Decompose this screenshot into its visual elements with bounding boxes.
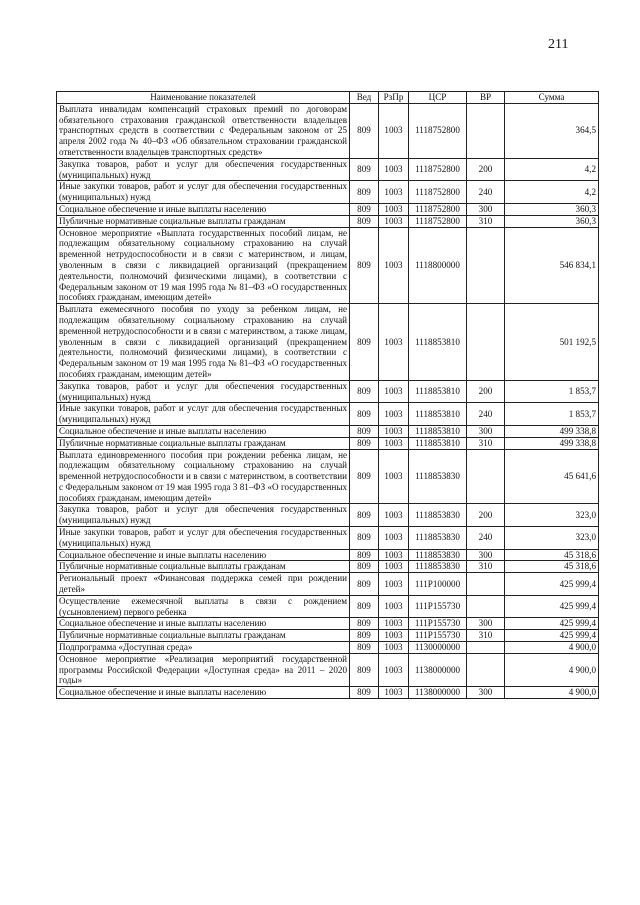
cell-csr: 1118752800: [409, 103, 467, 158]
cell-sum: 323,0: [505, 527, 599, 550]
cell-vr: [467, 304, 505, 381]
header-ved: Вед: [350, 92, 379, 104]
cell-rzpr: 1003: [379, 527, 409, 550]
table-row: [57, 527, 599, 550]
cell-vr: [467, 103, 505, 158]
header-rzpr: РзПр: [379, 92, 409, 104]
cell-csr: 1118853830: [409, 561, 467, 573]
cell-sum: 4,2: [505, 158, 599, 181]
cell-name: Подпрограмма «Доступная среда»: [57, 642, 350, 654]
cell-sum: 546 834,1: [505, 227, 599, 304]
cell-csr: 1118853830: [409, 504, 467, 527]
cell-vr: 200: [467, 380, 505, 403]
header-name: Наименование показателей: [57, 92, 350, 104]
table-row: [57, 380, 599, 403]
table-row: [57, 687, 599, 699]
cell-rzpr: 1003: [379, 618, 409, 630]
cell-vr: 240: [467, 403, 505, 426]
cell-ved: 809: [350, 449, 379, 504]
cell-csr: 1118752800: [409, 203, 467, 215]
cell-sum: 45 641,6: [505, 449, 599, 504]
table-row: [57, 215, 599, 227]
cell-csr: 1118752800: [409, 158, 467, 181]
cell-sum: 4 900,0: [505, 687, 599, 699]
cell-csr: 1118800000: [409, 227, 467, 304]
cell-name: Выплата единовременного пособия при рождении ребенка лицам, не подлежащим обязательному социальному страхованию на случай временной нетрудоспособности и в связи с материнством, в соответствии с Федеральным законом от 19 мая 1995 года 3 81–ФЗ «О государственных пособиях гражданам, имеющим детей»: [57, 449, 350, 504]
cell-sum: 425 999,4: [505, 595, 599, 618]
cell-vr: 300: [467, 687, 505, 699]
cell-name: Выплата ежемесячного пособия по уходу за ребенком лицам, не подлежащим обязательному социальному страхованию на случай временной нетрудоспособности и в связи с материнством, а также лицам, уволенным в связи с ликвидацией организаций (прекращением деятельности, полномочий физическими лицами), в соответствии с Федеральным законом от 19 мая 1995 года № 81–ФЗ «О государственных пособиях гражданам, имеющим детей»: [57, 304, 350, 381]
cell-ved: 809: [350, 304, 379, 381]
table-row: [57, 653, 599, 686]
cell-rzpr: 1003: [379, 437, 409, 449]
cell-csr: 1118853810: [409, 425, 467, 437]
budget-table: [56, 91, 599, 699]
cell-vr: [467, 449, 505, 504]
cell-ved: 809: [350, 425, 379, 437]
cell-vr: [467, 573, 505, 596]
cell-csr: 1138000000: [409, 653, 467, 686]
cell-rzpr: 1003: [379, 380, 409, 403]
table-row: [57, 549, 599, 561]
table-row: [57, 425, 599, 437]
cell-vr: 300: [467, 549, 505, 561]
cell-ved: 809: [350, 630, 379, 642]
cell-vr: 240: [467, 181, 505, 204]
table-row: [57, 595, 599, 618]
cell-csr: 1138000000: [409, 687, 467, 699]
cell-rzpr: 1003: [379, 181, 409, 204]
cell-sum: 45 318,6: [505, 561, 599, 573]
cell-name: Иные закупки товаров, работ и услуг для обеспечения государственных (муниципальных) нужд: [57, 403, 350, 426]
table-row: [57, 227, 599, 304]
table-header-row: [57, 92, 599, 104]
cell-ved: 809: [350, 504, 379, 527]
cell-sum: 323,0: [505, 504, 599, 527]
cell-rzpr: 1003: [379, 403, 409, 426]
cell-vr: 240: [467, 527, 505, 550]
cell-rzpr: 1003: [379, 549, 409, 561]
cell-csr: 1118853830: [409, 449, 467, 504]
cell-rzpr: 1003: [379, 215, 409, 227]
cell-ved: 809: [350, 653, 379, 686]
cell-name: Закупка товаров, работ и услуг для обеспечения государственных (муниципальных) нужд: [57, 504, 350, 527]
cell-vr: 300: [467, 203, 505, 215]
cell-ved: 809: [350, 227, 379, 304]
cell-name: Региональный проект «Финансовая поддержка семей при рождении детей»: [57, 573, 350, 596]
cell-vr: 310: [467, 630, 505, 642]
cell-ved: 809: [350, 561, 379, 573]
cell-name: Иные закупки товаров, работ и услуг для обеспечения государственных (муниципальных) нужд: [57, 527, 350, 550]
cell-csr: 111P155730: [409, 618, 467, 630]
cell-name: Иные закупки товаров, работ и услуг для обеспечения государственных (муниципальных) нужд: [57, 181, 350, 204]
cell-csr: 111P155730: [409, 595, 467, 618]
cell-csr: 1118853810: [409, 304, 467, 381]
table-row: [57, 561, 599, 573]
table-row: [57, 437, 599, 449]
cell-name: Социальное обеспечение и иные выплаты населению: [57, 687, 350, 699]
cell-vr: 300: [467, 425, 505, 437]
cell-csr: 111P100000: [409, 573, 467, 596]
cell-ved: 809: [350, 215, 379, 227]
cell-sum: 425 999,4: [505, 630, 599, 642]
cell-csr: 1118853830: [409, 549, 467, 561]
cell-vr: [467, 653, 505, 686]
cell-sum: 425 999,4: [505, 573, 599, 596]
cell-name: Публичные нормативные социальные выплаты гражданам: [57, 437, 350, 449]
cell-sum: 360,3: [505, 203, 599, 215]
cell-csr: 1118853810: [409, 380, 467, 403]
cell-vr: 200: [467, 504, 505, 527]
cell-vr: 310: [467, 437, 505, 449]
header-csr: ЦСР: [409, 92, 467, 104]
cell-ved: 809: [350, 618, 379, 630]
cell-sum: 364,5: [505, 103, 599, 158]
cell-sum: 4 900,0: [505, 653, 599, 686]
cell-vr: [467, 227, 505, 304]
cell-vr: 300: [467, 618, 505, 630]
cell-ved: 809: [350, 380, 379, 403]
cell-rzpr: 1003: [379, 653, 409, 686]
cell-vr: [467, 642, 505, 654]
cell-sum: 425 999,4: [505, 618, 599, 630]
cell-csr: 1118752800: [409, 181, 467, 204]
cell-sum: 499 338,8: [505, 437, 599, 449]
cell-rzpr: 1003: [379, 595, 409, 618]
table-row: [57, 158, 599, 181]
cell-csr: 1118752800: [409, 215, 467, 227]
table-row: [57, 618, 599, 630]
cell-sum: 4,2: [505, 181, 599, 204]
cell-csr: 111P155730: [409, 630, 467, 642]
cell-rzpr: 1003: [379, 687, 409, 699]
cell-rzpr: 1003: [379, 573, 409, 596]
cell-rzpr: 1003: [379, 630, 409, 642]
table-row: [57, 573, 599, 596]
cell-sum: 1 853,7: [505, 403, 599, 426]
cell-name: Основное мероприятие «Реализация мероприятий государственной программы Российской Федерации «Доступная среда» на 2011 – 2020 годы»: [57, 653, 350, 686]
cell-sum: 499 338,8: [505, 425, 599, 437]
cell-vr: 310: [467, 215, 505, 227]
cell-name: Социальное обеспечение и иные выплаты населению: [57, 618, 350, 630]
cell-sum: 360,3: [505, 215, 599, 227]
table-row: [57, 304, 599, 381]
cell-csr: 1118853810: [409, 437, 467, 449]
cell-rzpr: 1003: [379, 642, 409, 654]
cell-ved: 809: [350, 642, 379, 654]
table-row: [57, 630, 599, 642]
cell-rzpr: 1003: [379, 504, 409, 527]
cell-rzpr: 1003: [379, 103, 409, 158]
cell-ved: 809: [350, 527, 379, 550]
cell-name: Социальное обеспечение и иные выплаты населению: [57, 425, 350, 437]
table-row: [57, 642, 599, 654]
table-row: [57, 203, 599, 215]
cell-name: Закупка товаров, работ и услуг для обеспечения государственных (муниципальных) нужд: [57, 158, 350, 181]
table-row: [57, 403, 599, 426]
cell-name: Публичные нормативные социальные выплаты гражданам: [57, 630, 350, 642]
cell-name: Социальное обеспечение и иные выплаты населению: [57, 549, 350, 561]
cell-rzpr: 1003: [379, 203, 409, 215]
cell-ved: 809: [350, 103, 379, 158]
cell-sum: 501 192,5: [505, 304, 599, 381]
cell-ved: 809: [350, 203, 379, 215]
cell-ved: 809: [350, 158, 379, 181]
cell-name: Осуществление ежемесячной выплаты в связи с рождением (усыновлением) первого ребенка: [57, 595, 350, 618]
cell-csr: 1118853810: [409, 403, 467, 426]
cell-ved: 809: [350, 549, 379, 561]
table-row: [57, 504, 599, 527]
cell-vr: 200: [467, 158, 505, 181]
cell-rzpr: 1003: [379, 561, 409, 573]
table-row: [57, 449, 599, 504]
header-vr: ВР: [467, 92, 505, 104]
header-sum: Сумма: [505, 92, 599, 104]
cell-sum: 1 853,7: [505, 380, 599, 403]
cell-ved: 809: [350, 595, 379, 618]
cell-name: Публичные нормативные социальные выплаты гражданам: [57, 215, 350, 227]
cell-csr: 1130000000: [409, 642, 467, 654]
cell-rzpr: 1003: [379, 304, 409, 381]
cell-ved: 809: [350, 403, 379, 426]
cell-name: Закупка товаров, работ и услуг для обеспечения государственных (муниципальных) нужд: [57, 380, 350, 403]
cell-sum: 4 900,0: [505, 642, 599, 654]
cell-name: Выплата инвалидам компенсаций страховых премий по договорам обязательного страхования гражданской ответственности владельцев транспортных средств в соответствии с Федеральным законом от 25 апреля 2002 года № 40–ФЗ «Об обязательном страховании гражданской ответственности владельцев транспортных средств»: [57, 103, 350, 158]
cell-ved: 809: [350, 687, 379, 699]
cell-name: Публичные нормативные социальные выплаты гражданам: [57, 561, 350, 573]
cell-sum: 45 318,6: [505, 549, 599, 561]
cell-rzpr: 1003: [379, 227, 409, 304]
table-row: [57, 103, 599, 158]
cell-ved: 809: [350, 437, 379, 449]
cell-name: Основное мероприятие «Выплата государственных пособий лицам, не подлежащим обязательному социальному страхованию на случай временной нетрудоспособности и в связи с материнством, и лицам, уволенным в связи с ликвидацией организаций (прекращением деятельности, полномочий физическими лицами), в соответствии с Федеральным законом от 19 мая 1995 года № 81–ФЗ «О государственных пособиях гражданам, имеющим детей»: [57, 227, 350, 304]
cell-name: Социальное обеспечение и иные выплаты населению: [57, 203, 350, 215]
cell-ved: 809: [350, 181, 379, 204]
cell-rzpr: 1003: [379, 449, 409, 504]
cell-rzpr: 1003: [379, 158, 409, 181]
cell-ved: 809: [350, 573, 379, 596]
cell-csr: 1118853830: [409, 527, 467, 550]
cell-vr: 310: [467, 561, 505, 573]
cell-rzpr: 1003: [379, 425, 409, 437]
page-number: 211: [548, 37, 569, 52]
cell-vr: [467, 595, 505, 618]
table-row: [57, 181, 599, 204]
